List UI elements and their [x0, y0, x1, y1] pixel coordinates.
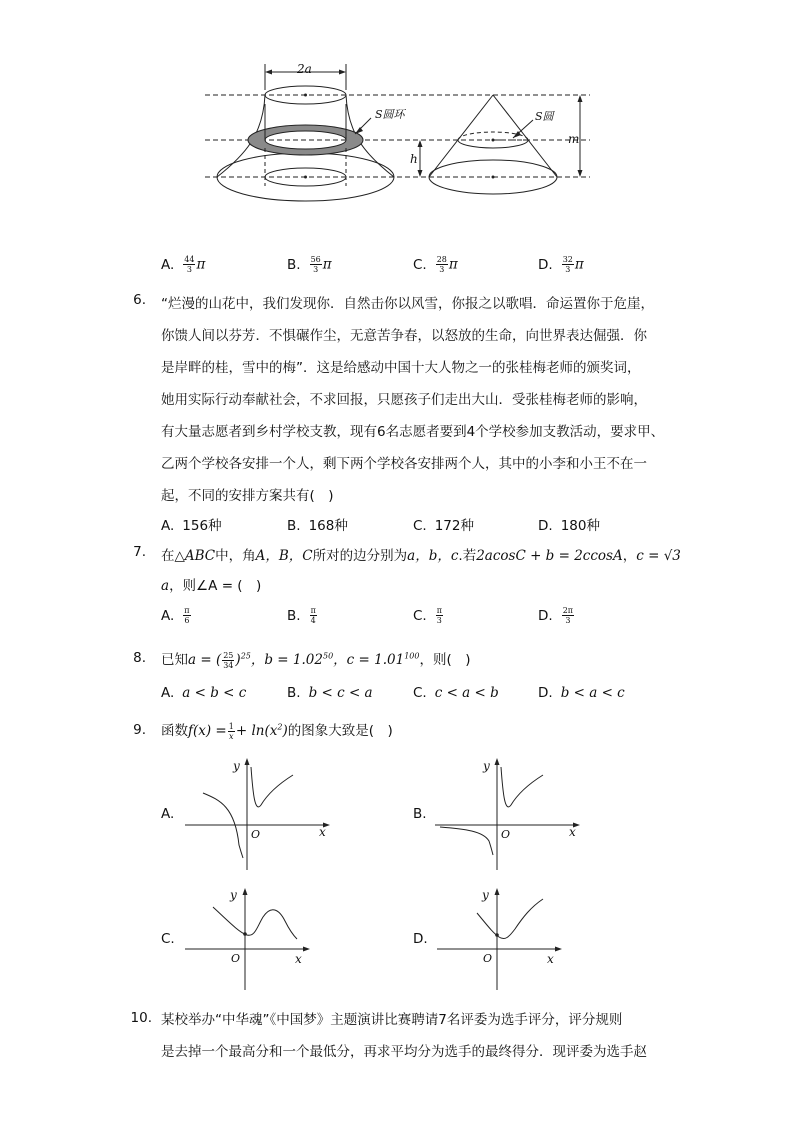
q9-option-b-letter[interactable]: B. — [413, 806, 427, 822]
q6-number: 6. — [133, 292, 146, 308]
svg-text:x: x — [569, 825, 576, 839]
q6-option-a[interactable]: A. 156种 — [161, 518, 222, 534]
q9-option-a-letter[interactable]: A. — [161, 806, 175, 822]
label-circle-area: S圆 — [535, 110, 554, 123]
q8-option-c[interactable]: C. c < a < b — [413, 685, 499, 701]
q10-line: 是去掉一个最高分和一个最低分，再求平均分为选手的最终得分．现评委为选手赵 — [161, 1044, 647, 1060]
q6-option-b[interactable]: B. 168种 — [287, 518, 348, 534]
svg-text:O: O — [231, 952, 241, 965]
svg-text:x: x — [547, 952, 554, 966]
graph-b[interactable] — [435, 755, 585, 870]
q6-line: 起，不同的安排方案共有( ) — [161, 488, 334, 504]
svg-text:x: x — [319, 825, 326, 839]
q6-line: 你馈人间以芬芳．不惧碾作尘，无意苦争春，以怒放的生命，向世界表达倔强．你 — [161, 328, 647, 344]
q6-line: 有大量志愿者到乡村学校支教，现有6名志愿者要到4个学校参加支教活动，要求甲、 — [161, 424, 665, 440]
svg-text:y: y — [233, 759, 240, 773]
svg-text:y: y — [482, 888, 489, 902]
label-2a: 2a — [297, 62, 312, 76]
svg-text:y: y — [230, 888, 237, 902]
q6-line: 乙两个学校各安排一个人，剩下两个学校各安排两个人，其中的小李和小王不在一 — [161, 456, 647, 472]
graph-c[interactable] — [185, 885, 315, 990]
q5-option-b[interactable]: B. $\frac{56}{3}$ π — [287, 255, 332, 274]
q9-number: 9. — [133, 722, 146, 738]
q7-line-1: 在△ABC中，角A，B，C所对的边分别为a，b，c.若2acosC + b = 2ccosA，c = √3 — [161, 548, 681, 564]
label-ring-area: S圆环 — [375, 108, 405, 121]
q8-option-b[interactable]: B. b < c < a — [287, 685, 373, 701]
q5-option-c[interactable]: C. $\frac{28}{3}$ π — [413, 255, 458, 274]
label-m: m — [568, 132, 580, 146]
q5-option-d[interactable]: D. $\frac{32}{3}$ π — [538, 255, 584, 274]
q7-option-b[interactable]: B. $\frac{\pi}{4}$ — [287, 606, 316, 625]
q8-number: 8. — [133, 650, 146, 666]
q9-option-c-letter[interactable]: C. — [161, 931, 175, 947]
q9-stem: 函数f(x) = $\frac{1}{x}$ + $\ln(x^2)$的图象大致是( ) — [161, 721, 393, 741]
q6-option-d[interactable]: D. 180种 — [538, 518, 600, 534]
q6-option-c[interactable]: C. 172种 — [413, 518, 474, 534]
svg-text:O: O — [483, 952, 493, 965]
q6-line: 是岸畔的桂，雪中的梅”．这是给感动中国十大人物之一的张桂梅老师的颁奖词， — [161, 360, 641, 376]
svg-text:y: y — [483, 759, 490, 773]
q6-line: “烂漫的山花中，我们发现你．自然击你以风雪，你报之以歌唱．命运置你于危崖， — [161, 296, 654, 312]
svg-text:O: O — [501, 828, 511, 841]
q6-line: 她用实际行动奉献社会，不求回报，只愿孩子们走出大山．受张桂梅老师的影响， — [161, 392, 647, 408]
graph-d[interactable] — [437, 885, 567, 990]
q7-option-c[interactable]: C. $\frac{\pi}{3}$ — [413, 606, 442, 625]
cone-figure — [195, 60, 600, 220]
q7-number: 7. — [133, 544, 146, 560]
q7-option-a[interactable]: A. $\frac{\pi}{6}$ — [161, 606, 190, 625]
graph-a[interactable] — [185, 755, 335, 870]
q8-stem: 已知a = ( $\frac{25}{34}$ )$^{25}$，$b = 1.02^{50}$，$c = 1.01^{100}$，则( ) — [161, 650, 471, 670]
q7-line-2: a，则∠A = ( ) — [161, 578, 262, 594]
q7-option-d[interactable]: D. $\frac{2\pi}{3}$ — [538, 606, 574, 625]
label-h: h — [410, 152, 418, 166]
q9-option-d-letter[interactable]: D. — [413, 931, 428, 947]
q5-option-a[interactable]: A. $\frac{44}{3}$ π — [161, 255, 206, 274]
q10-line: 某校举办“中华魂”《中国梦》主题演讲比赛聘请7名评委为选手评分，评分规则 — [161, 1012, 623, 1028]
svg-text:O: O — [251, 828, 261, 841]
q8-option-a[interactable]: A. a < b < c — [161, 685, 247, 701]
q10-number: 10. — [130, 1010, 152, 1026]
svg-text:x: x — [295, 952, 302, 966]
q8-option-d[interactable]: D. b < a < c — [538, 685, 625, 701]
